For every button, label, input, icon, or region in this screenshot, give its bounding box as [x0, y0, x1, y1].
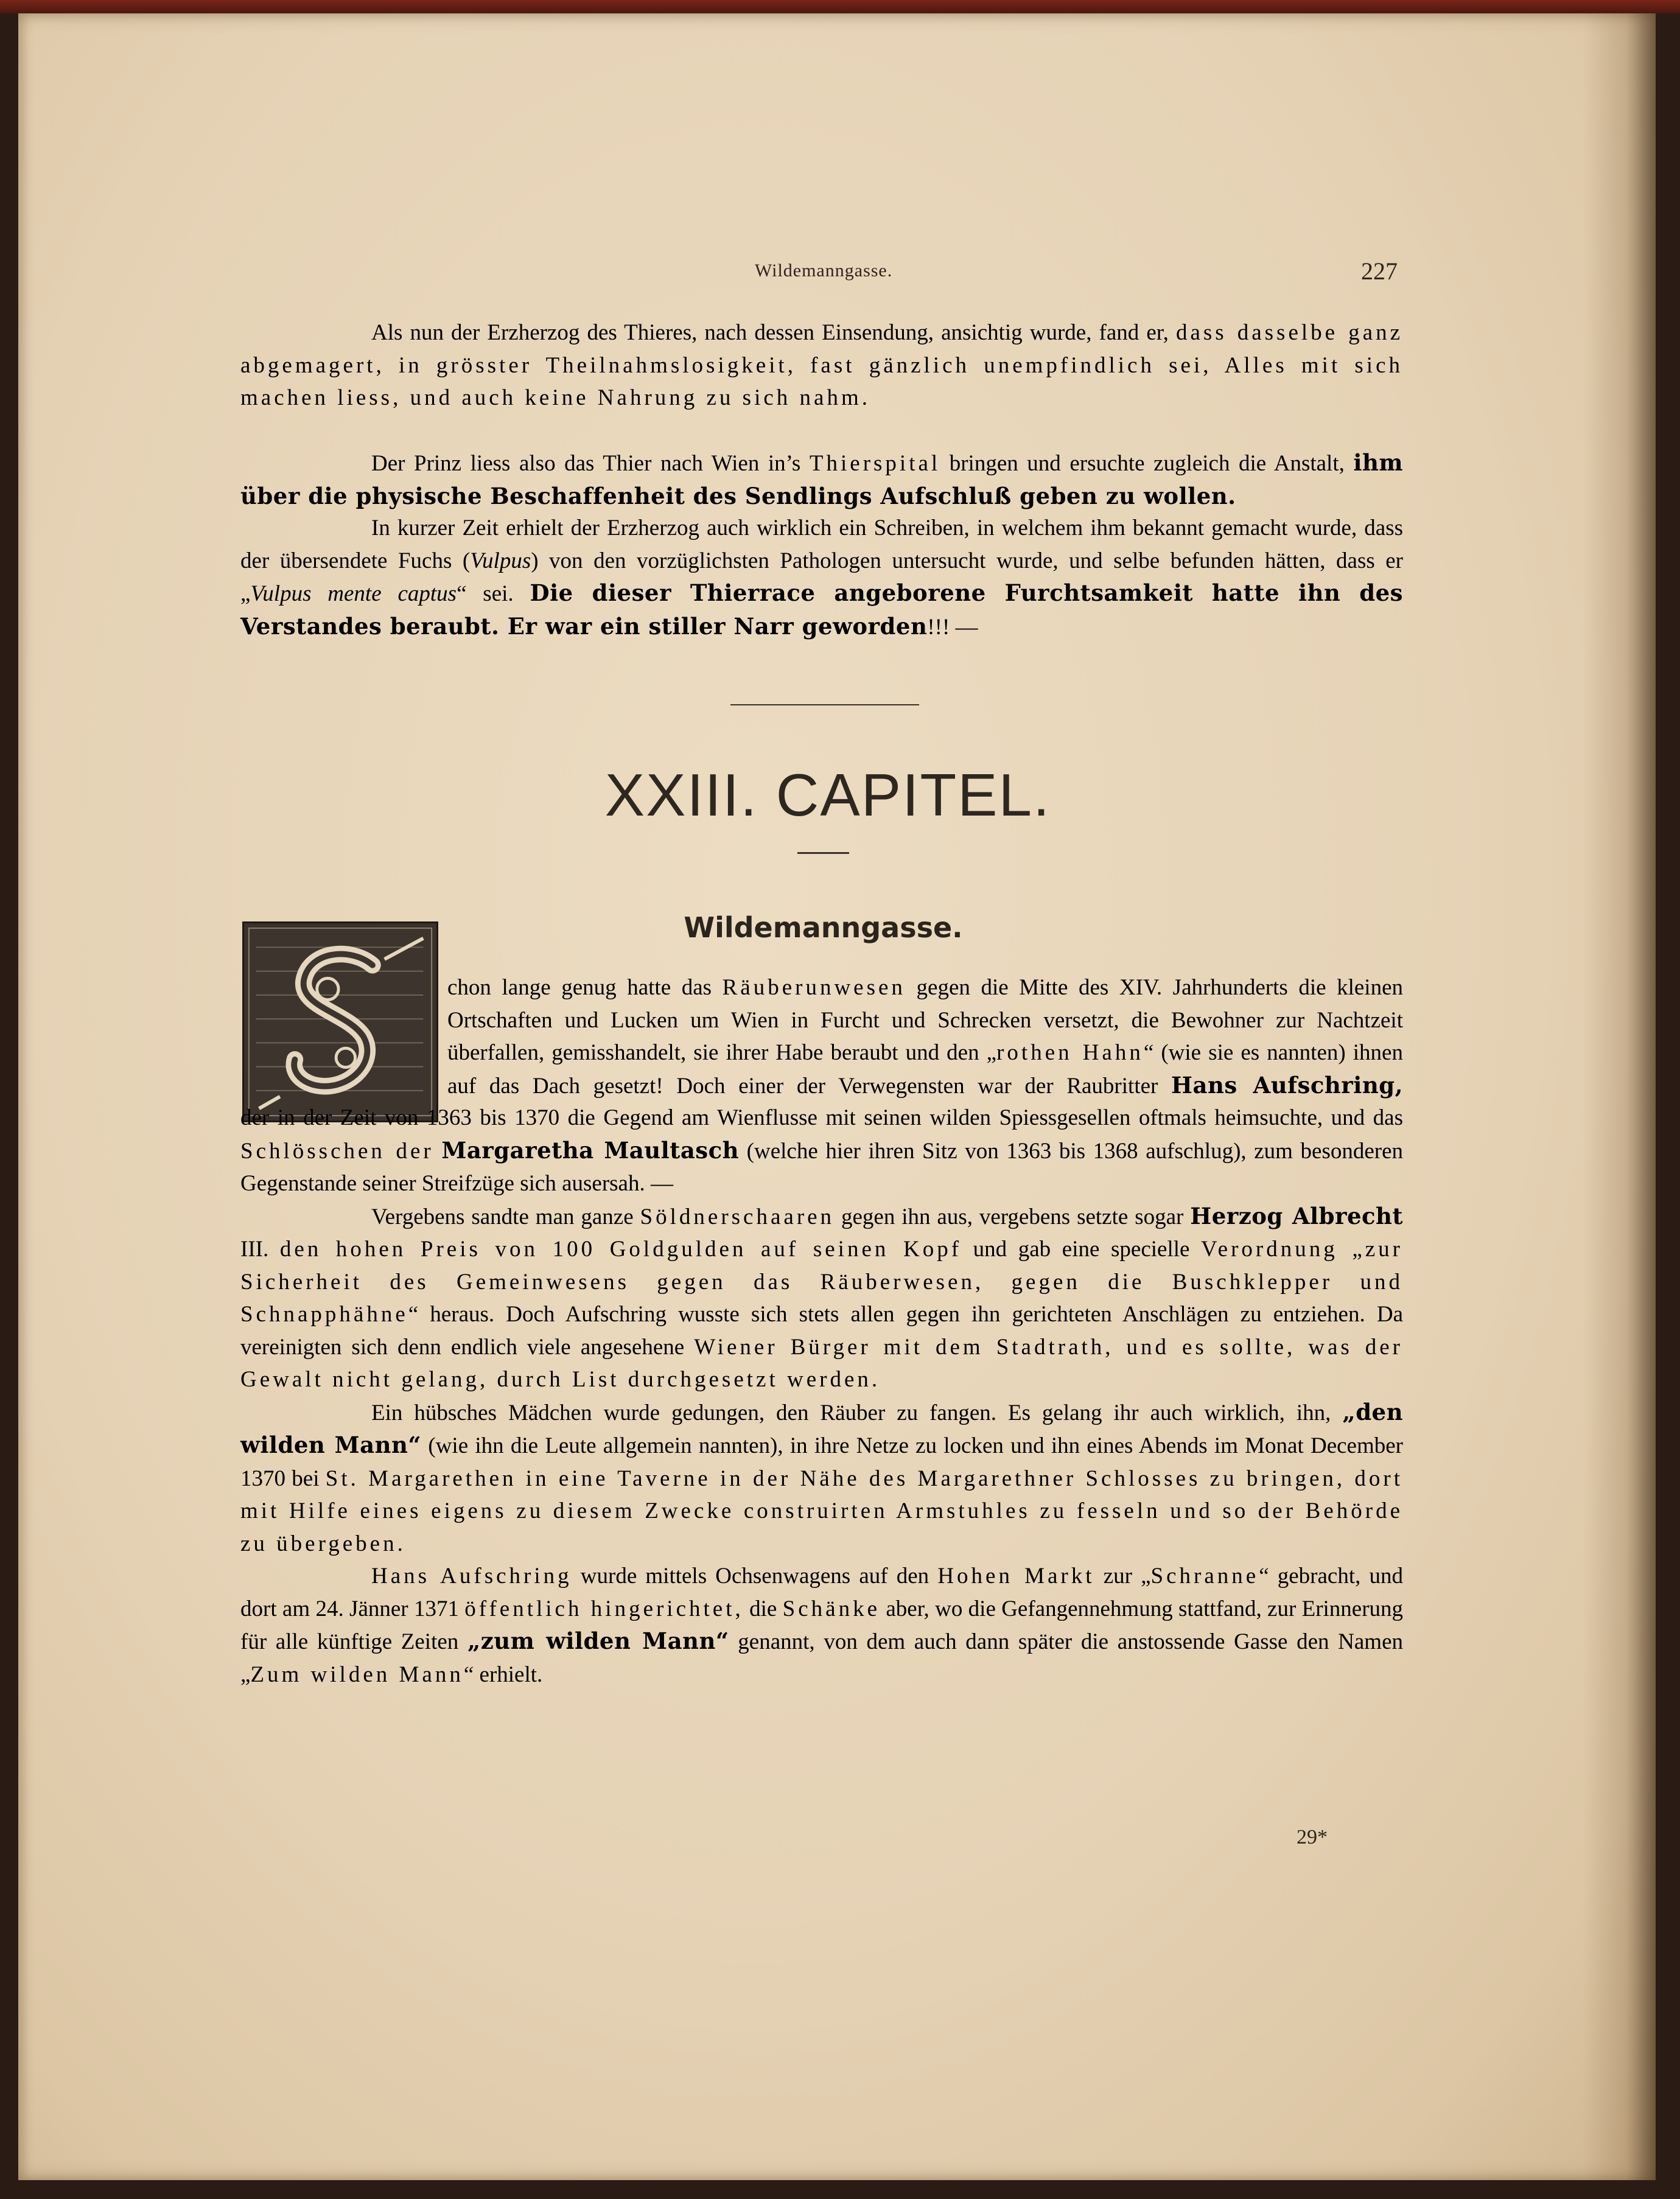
body-text-m: “ heraus. Doch Aufschring wusste sich stets allen gegen ihn gerichteten Anschlägen zu entziehen. Da vereinigten sich denn endlich viele angesehene [240, 1302, 1403, 1360]
body-text-a: der in der Zeit von 1363 bis 1370 die Gegend am Wienflusse mit seinen wilden Spiessgesellen oftmals heimsuchte, und das [240, 1105, 1403, 1130]
body-text-q: (wie ihn die Leute allgemein nannten), in ihre Netze zu locken und ihn eines Abends im Monat December 1370 bei [240, 1433, 1403, 1491]
body-blackletter-herzog-albrecht: Herzog Albrecht [1190, 1202, 1404, 1229]
paragraph-3 [240, 512, 1403, 643]
opening-spaced-raeuberunwesen: Räuberunwesen [722, 975, 906, 1000]
opening-text-a: chon lange genug hatte das [447, 975, 712, 1000]
body-spaced-schranne: Schranne [1150, 1564, 1259, 1589]
paragraph-3-text-e: “ sei. [457, 581, 514, 606]
paragraph-2 [240, 447, 1403, 513]
body-spaced-soeldnerschaaren: Söldnerschaaren [640, 1204, 835, 1229]
chapter-heading: XXIII. CAPITEL. [604, 761, 1051, 828]
body-text-g: gegen ihn aus, vergebens setzte sogar [841, 1204, 1184, 1229]
paragraph-3-italic-vulpus: Vulpus [470, 548, 531, 573]
body-text-ab: aber, wo die Gefangennehmung stattfand, zur Erinnerung für alle künftige Zeiten [240, 1596, 1404, 1654]
paragraph-3-blackletter-text: Die dieser Thierrace angeborene Furchtsamkeit hatte ihn des Verstandes beraubt. Er war ein stiller Narr geworden [240, 579, 1404, 640]
drop-cap-letter: S [340, 1102, 341, 1103]
body-spaced-hohen-markt: Hohen Markt [937, 1564, 1095, 1589]
ornamental-drop-cap [242, 921, 438, 1122]
body-text-t: wurde mittels Ochsenwagens auf den [580, 1564, 929, 1589]
opening-blackletter-hans-aufschring: Hans Aufschring, [1171, 1071, 1403, 1099]
body-text-ad: genannt, von dem auch dann später die anstossende Gasse den Namen „ [240, 1629, 1404, 1687]
paragraph-1-spaced-text: dass dasselbe ganz abgemagert, in grösster Theilnahmslosigkeit, fast gänzlich unempfindlich sei, Alles mit sich machen liess, und auch keine Nahrung zu sich nahm. [240, 320, 1403, 410]
paragraph-1-text-a: Als nun der Erzherzog des Thieres, nach dessen Einsendung, ansichtig wurde, fand er, [371, 320, 1169, 345]
body-spaced-hans-aufschring: Hans Aufschring [371, 1564, 572, 1589]
body-text-v: zur „ [1103, 1564, 1151, 1589]
body-spaced-wiener-buerger: Wiener Bürger mit dem Stadtrath, und es sollte, was der Gewalt nicht gelang, durch List durchgesetzt werden. [240, 1334, 1404, 1392]
running-title: Wildemanngasse. [755, 260, 893, 281]
paragraph-3-text-c: ) von den vorzüglichsten Pathologen untersucht wurde, und selbe befunden hätten, dass er „ [240, 548, 1404, 606]
body-text-z: die [749, 1596, 777, 1621]
page-binding-shadow [1583, 13, 1656, 2180]
printer-signature-mark: 29* [1297, 1826, 1328, 1848]
body-text-af: “ erhielt. [463, 1662, 543, 1687]
body-spaced-st-margarethen: St. Margarethen in eine Taverne in der Nähe des Margarethner Schlosses zu bringen, dort mit Hilfe eines eigens zu diesem Zwecke construirten Armstuhles zu fesseln und so der Behörde zu übergeben. [240, 1466, 1404, 1556]
paragraph-3-text-g: !!! — [927, 614, 978, 640]
opening-spaced-rothen-hahn: rothen Hahn [996, 1040, 1144, 1065]
body-text-i: III. [240, 1237, 269, 1262]
drop-cap-ornament [244, 923, 436, 1120]
body-spaced-hingerichtet: öffentlich hingerichtet, [464, 1596, 744, 1621]
body-blackletter-den-wilden-mann: „den wilden Mann“ [240, 1398, 1404, 1458]
body-spaced-schaenke: Schänke [782, 1596, 880, 1621]
chapter-opening-paragraph [447, 971, 1403, 1102]
body-spaced-schloesschen: Schlösschen der [240, 1138, 434, 1164]
body-spaced-preis: den hohen Preis von 100 Goldgulden auf seinen Kopf [279, 1237, 962, 1262]
body-text-d: (welche hier ihren Sitz von 1363 bis 1368 aufschlug), zum besonderen Gegenstande seiner Streifzüge sich ausersah. — [240, 1138, 1404, 1196]
paragraph-3-italic-mente-captus: Vulpus mente captus [250, 581, 457, 606]
book-edge-strip [0, 0, 1680, 13]
chapter-short-rule [797, 852, 849, 854]
body-text-o: Ein hübsches Mädchen wurde gedungen, den Räuber zu fangen. Es gelang ihr auch wirklich, ihn, [371, 1400, 1331, 1425]
section-title: Wildemanngasse. [684, 911, 963, 944]
paragraph-1 [240, 316, 1403, 414]
opening-text-e: “ (wie sie es nannten) ihnen auf das Dach gesetzt! Doch einer der Verwegensten war der Raubritter [447, 1040, 1403, 1099]
paragraph-2-blackletter-text: ihm über die physische Beschaffenheit des Sendlings Aufschluß geben zu wollen. [240, 449, 1404, 509]
body-text-x: “ gebracht, und dort am 24. Jänner 1371 [240, 1564, 1404, 1621]
body-spaced-zum-wilden-mann: Zum wilden Mann [250, 1662, 464, 1687]
page-number: 227 [1361, 257, 1398, 285]
opening-text-c: gegen die Mitte des XIV. Jahrhunderts die kleinen Ortschaften und Lucken um Wien in Furcht und Schrecken versetzt, die Bewohner zur Nachtzeit überfallen, gemisshandelt, sie ihrer Habe beraubt und den „ [447, 975, 1404, 1065]
body-spaced-verordnung: Verordnung „zur Sicherheit des Gemeinwesens gegen das Räuberwesen, gegen die Buschklepper und Schnapphähne [240, 1237, 1404, 1327]
paragraph-3-text-a: In kurzer Zeit erhielt der Erzherzog auch wirklich ein Schreiben, in welchem ihm bekannt gemacht wurde, dass der übersendete Fuchs ( [240, 516, 1403, 573]
body-blackletter-zum-wilden-mann: „zum wilden Mann“ [467, 1627, 729, 1654]
section-divider-rule [730, 704, 919, 705]
body-blackletter-margaretha: Margaretha Maultasch [441, 1136, 740, 1164]
body-text-e: Vergebens sandte man ganze [371, 1204, 634, 1229]
chapter-body-paragraphs [240, 1102, 1403, 1691]
paragraph-2-text-a: Der Prinz liess also das Thier nach Wien in’s [371, 451, 801, 476]
body-text-k: und gab eine specielle [973, 1237, 1190, 1262]
paragraph-2-text-c: bringen und ersuchte zugleich die Anstalt, [949, 451, 1345, 476]
paragraph-2-spaced-text: Thierspital [809, 451, 941, 476]
